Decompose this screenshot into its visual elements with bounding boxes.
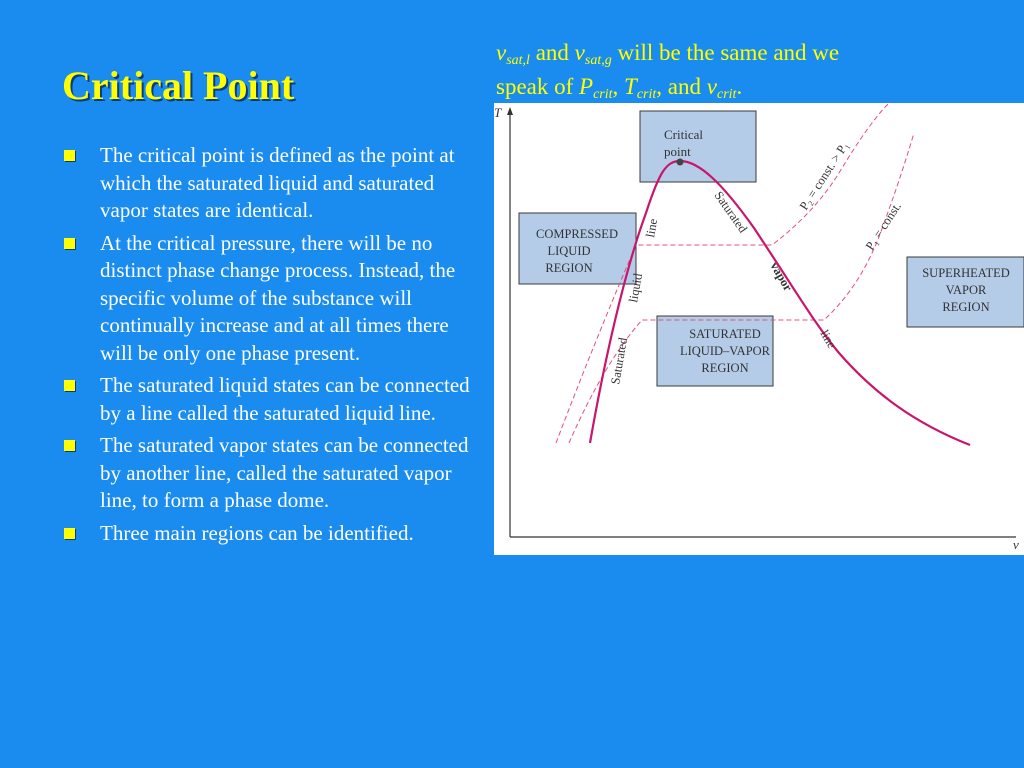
sat-vapor-label: line: [817, 327, 839, 351]
caption-sub-v: crit: [716, 87, 737, 102]
bullet-text: Three main regions can be identified.: [100, 520, 414, 545]
sat-liquid-label: line: [643, 217, 661, 239]
saturated-region-label: LIQUID–VAPOR: [679, 344, 771, 358]
bullet-item: [62, 520, 482, 548]
caption-v-sat-l: v: [496, 40, 507, 65]
caption-comma: ,: [656, 74, 663, 99]
critical-point-marker: [677, 159, 684, 166]
superheated-region-label: REGION: [942, 300, 990, 314]
compressed-region-label: REGION: [545, 261, 593, 275]
y-axis-label: T: [494, 105, 502, 120]
bullet-square-icon: [64, 238, 75, 249]
bullet-square-icon: [64, 528, 75, 539]
bullet-square-icon: [64, 440, 75, 451]
bullet-text: The critical point is defined as the point at which the saturated liquid and saturated vapor states are identical.: [100, 143, 455, 222]
bullet-square-icon: [64, 380, 75, 391]
compressed-region-label: COMPRESSED: [536, 227, 618, 241]
sat-liquid-label: Saturated: [608, 336, 631, 386]
bullet-item: [62, 142, 482, 225]
caption-t: T: [624, 74, 637, 99]
isobar-p2-label: P₂ = const. > P₁: [796, 138, 852, 213]
critical-caption: [496, 36, 1016, 104]
bullet-text: The saturated liquid states can be connected by a line called the saturated liquid line.: [100, 373, 470, 425]
sat-vapor-label: vapor: [767, 259, 796, 294]
caption-v-crit: v: [706, 74, 717, 99]
isobar-p1-label: P₁ = const.: [862, 199, 904, 253]
caption-sub-t: crit: [636, 87, 657, 102]
bullet-list: [62, 142, 482, 552]
bullet-item: [62, 230, 482, 368]
sat-vapor-label: Saturated: [711, 188, 751, 236]
superheated-region-label: SUPERHEATED: [922, 266, 1010, 280]
caption-period: .: [736, 74, 743, 99]
caption-v-sat-g: v: [574, 40, 585, 65]
tv-diagram: [494, 103, 1024, 555]
saturated-region-label: REGION: [701, 361, 749, 375]
caption-text-2: speak of: [496, 74, 574, 99]
caption-sub-sat-g: sat,g: [584, 53, 612, 68]
caption-and: and: [667, 74, 702, 99]
bullet-text: The saturated vapor states can be connected by another line, called the saturated vapor line, to form a phase dome.: [100, 433, 469, 512]
bullet-item: [62, 372, 482, 427]
bullet-square-icon: [64, 150, 75, 161]
caption-sub-sat-l: sat,l: [506, 53, 530, 68]
caption-p: P: [579, 74, 594, 99]
critical-point-label: Critical: [664, 127, 703, 142]
sat-liquid-label: liquid: [626, 272, 646, 304]
critical-point-label: point: [664, 144, 691, 159]
caption-sub-p: crit: [593, 87, 613, 102]
x-axis-label: v: [1013, 537, 1019, 552]
bullet-item: [62, 432, 482, 515]
caption-and: and: [535, 40, 569, 65]
y-axis-arrow-icon: [507, 107, 513, 115]
saturated-region-label: SATURATED: [689, 327, 761, 341]
compressed-region-label: LIQUID: [547, 244, 591, 258]
critical-point-box: [640, 111, 756, 182]
superheated-region-label: VAPOR: [945, 283, 987, 297]
caption-comma: ,: [612, 74, 619, 99]
slide-title: Critical Point: [62, 63, 295, 108]
tv-diagram-panel: [494, 103, 1024, 555]
caption-text-1: will be the same and we: [617, 40, 840, 65]
bullet-text: At the critical pressure, there will be no distinct phase change process. Instead, the specific volume of the substance will continually increase and at all times there will be only one phase present.: [100, 230, 456, 365]
